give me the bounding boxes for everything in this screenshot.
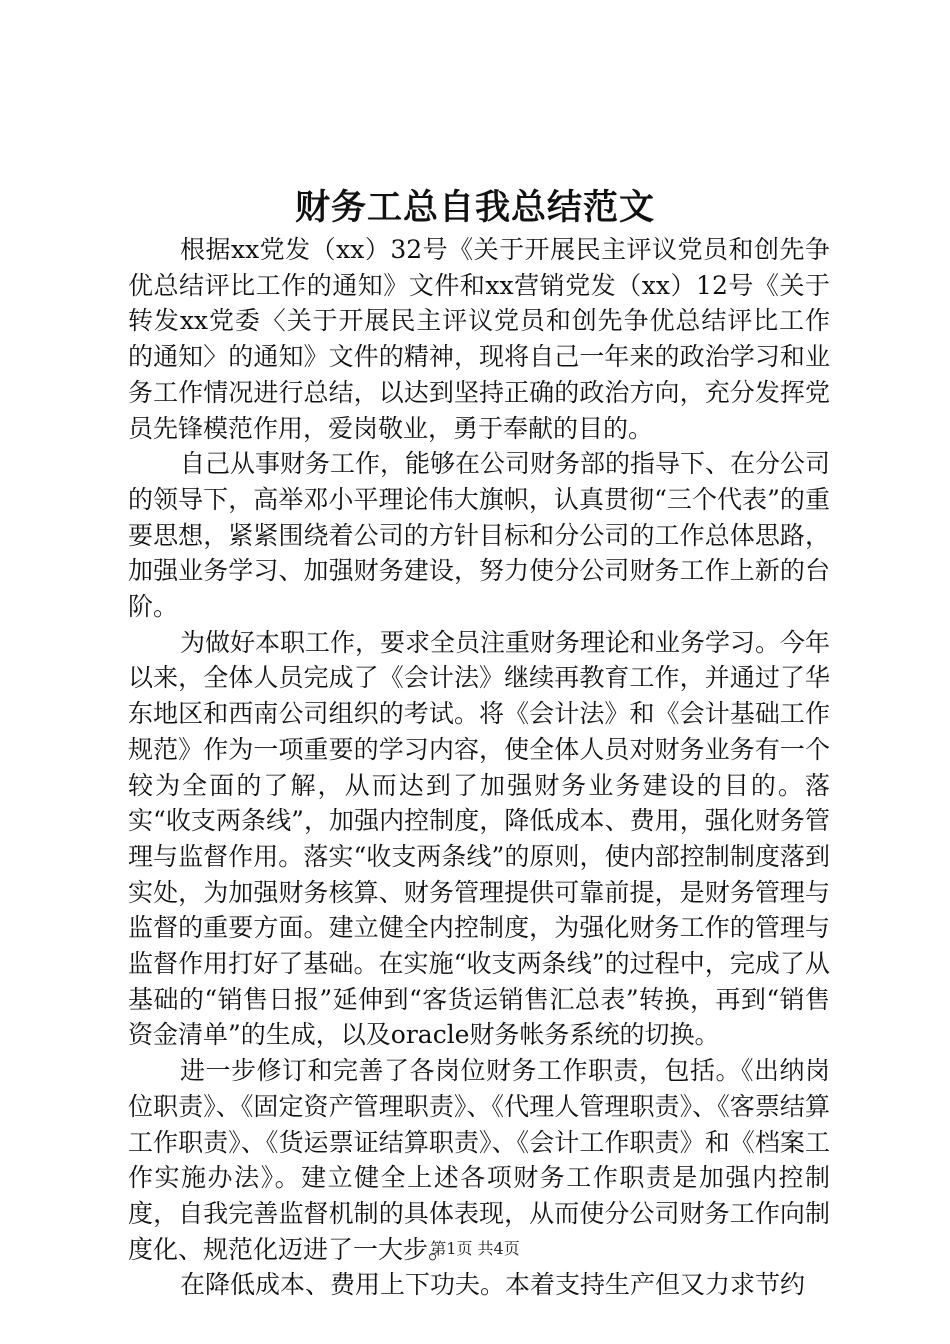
paragraph-1: 根据xx党发（xx）32号《关于开展民主评议党员和创先争优总结评比工作的通知》文件和xx营销党发（xx）12号《关于转发xx党委〈关于开展民主评议党员和创先争优总结评比工作的通知〉的通知》文件的精神，现将自己一年来的政治学习和业务工作情况进行总结，以达到坚持正确的政治方向，充分发挥党员先锋模范作用，爱岗敬业，勇于奉献的目的。 xyxy=(128,235,830,443)
paragraph-3: 为做好本职工作，要求全员注重财务理论和业务学习。今年以来，全体人员完成了《会计法》继续再教育工作，并通过了华东地区和西南公司组织的考试。将《会计法》和《会计基础工作规范》作为一项重要的学习内容，使全体人员对财务业务有一个较为全面的了解，从而达到了加强财务业务建设的目的。落实“收支两条线”，加强内控制度，降低成本、费用，强化财务管理与监督作用。落实“收支两条线”的原则，使内部控制制度落到实处，为加强财务核算、财务管理提供可靠前提，是财务管理与监督的重要方面。建立健全内控制度，为强化财务工作的管理与监督作用打好了基础。在实施“收支两条线”的过程中，完成了从基础的“销售日报”延伸到“客货运销售汇总表”转换，再到“销售资金清单”的生成，以及oracle财务帐务系统的切换。 xyxy=(128,627,831,1050)
document-title: 财务工总自我总结范文 xyxy=(294,187,655,228)
paragraph-2: 自己从事财务工作，能够在公司财务部的指导下、在分公司的领导下，高举邓小平理论伟大旗帜，认真贯彻“三个代表”的重要思想，紧紧围绕着公司的方针目标和分公司的工作总体思路，加强业务学习、加强财务建设，努力使分公司财务工作上新的台阶。 xyxy=(128,449,831,622)
paragraph-4: 进一步修订和完善了各岗位财务工作职责，包括。《出纳岗位职责》、《固定资产管理职责》、《代理人管理职责》、《客票结算工作职责》、《货运票证结算职责》、《会计工作职责》和《档案工作实施办法》。建立健全上述各项财务工作职责是加强内控制度，自我完善监督机制的具体表现，从而使分公司财务工作向制度化、规范化迈进了一大步。 xyxy=(128,1056,830,1264)
paragraph-5: 在降低成本、费用上下功夫。本着支持生产但又力求节约 xyxy=(180,1270,806,1300)
document-body xyxy=(128,232,830,1303)
page-number-footer: 第1页 共4页 xyxy=(430,1239,520,1258)
